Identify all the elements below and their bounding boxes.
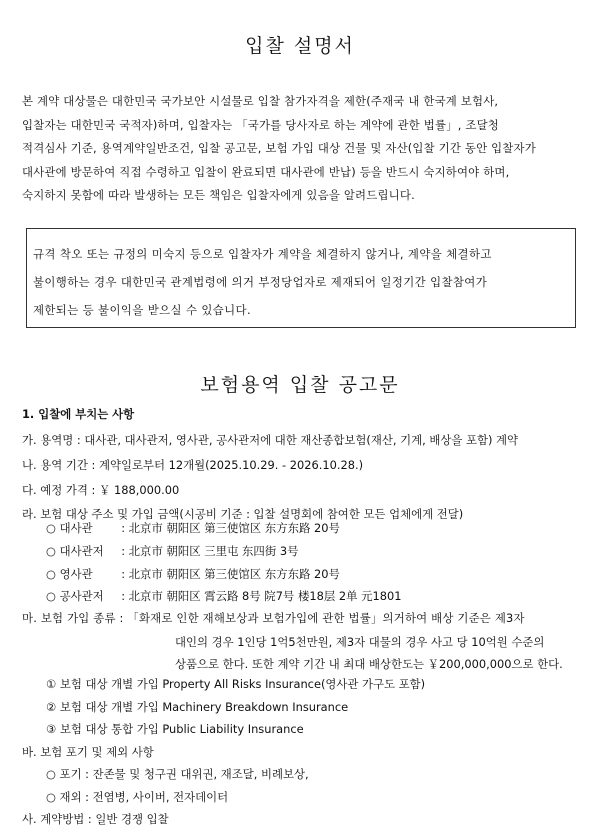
- section-heading: 1. 입찰에 부치는 사항: [22, 407, 135, 421]
- item-da: 다. 예정 가격 : ￥ 188,000.00: [22, 483, 180, 497]
- intro-line: 입찰자는 대한민국 국적자)하며, 입찰자는 「국가를 당사자로 하는 계약에 관한 법률」, 조달청: [22, 117, 499, 132]
- insurance-item: ③ 보험 대상 통합 가입 Public Liability Insurance: [46, 722, 304, 736]
- intro-line: 숙지하지 못함에 따라 발생하는 모든 책임은 입찰자에게 있음을 알려드립니다.: [22, 188, 415, 202]
- notice-line: 제한되는 등 불이익을 받으실 수 있습니다.: [33, 303, 251, 317]
- intro-line: 대사관에 방문하여 직접 수령하고 입찰이 완료되면 대사관에 반납) 등을 반드시 숙지하여야 하며,: [22, 164, 510, 179]
- address-value: : 北京市 朝阳区 第三使馆区 东方东路 20号: [121, 567, 340, 581]
- address-name: 대사관저: [59, 544, 104, 558]
- exclusion-item: ○ 포기 : 잔존물 및 청구권 대위권, 재조달, 비례보상,: [46, 767, 309, 781]
- item-ga: 가. 용역명 : 대사관, 대사관저, 영사관, 공사관저에 대한 재산종합보험(재산, 기계, 배상을 포함) 계약: [22, 433, 519, 447]
- address-row: [46, 586, 401, 606]
- notice-line: 불이행하는 경우 대한민국 관계법령에 의거 부정당업자로 제재되어 일정기간 입찰참여가: [33, 275, 488, 289]
- address-row: [46, 518, 340, 538]
- item-ma-continued: 상품으로 한다. 또한 계약 기간 내 최대 배상한도는 ￥200,000,000으로 한다.: [175, 657, 563, 671]
- notice-line: 규격 착오 또는 규정의 미숙지 등으로 입찰자가 계약을 체결하지 않거나, 계약을 체결하고: [33, 247, 492, 261]
- intro-paragraph: [22, 90, 582, 208]
- bullet-mark: ○: [46, 544, 56, 558]
- insurance-item: ① 보험 대상 개별 가입 Property All Risks Insurance(영사관 가구도 포함): [46, 677, 426, 691]
- item-sa: 사. 계약방법 : 일반 경쟁 입찰: [22, 812, 169, 826]
- address-name: 영사관: [59, 567, 93, 581]
- document-title: 입찰 설명서: [245, 35, 355, 57]
- exclusion-item: ○ 재외 : 전염병, 사이버, 전자데이터: [46, 790, 229, 804]
- insurance-item: ② 보험 대상 개별 가입 Machinery Breakdown Insurance: [46, 700, 349, 714]
- item-na: 나. 용역 기간 : 계약일로부터 12개월(2025.10.29. - 2026.10.28.): [22, 458, 364, 472]
- address-value: : 北京市 朝阳区 第三使馆区 东方东路 20号: [121, 521, 340, 535]
- address-row: [46, 564, 340, 584]
- address-value: : 北京市 朝阳区 三里屯 东四街 3号: [121, 544, 299, 558]
- notice-box: [26, 228, 576, 328]
- address-row: [46, 541, 298, 561]
- address-name: 공사관저: [59, 589, 104, 603]
- item-ma: 마. 보험 가입 종류 : 「화재로 인한 재해보상과 보험가입에 관한 법률」의거하여 배상 기준은 제3자: [22, 611, 525, 625]
- bullet-mark: ○: [46, 589, 56, 603]
- intro-line: 적격심사 기준, 용역계약일반조건, 입찰 공고문, 보험 가입 대상 건물 및 자산(입찰 기간 동안 입찰자가: [22, 141, 536, 155]
- item-ba: 바. 보험 포기 및 제외 사항: [22, 745, 154, 759]
- address-value: : 北京市 朝阳区 霄云路 8号 院7号 楼18层 2单 元1801: [121, 589, 402, 603]
- announcement-title: 보험용역 입찰 공고문: [200, 374, 400, 396]
- item-ma-continued: 대인의 경우 1인당 1억5천만원, 제3자 대물의 경우 사고 당 10억원 수준의: [175, 635, 545, 649]
- address-name: 대사관: [59, 521, 93, 535]
- bullet-mark: ○: [46, 567, 56, 581]
- item-ra: 라. 보험 대상 주소 및 가입 금액(시공비 기준 : 입찰 설명회에 참여한 모든 업체에게 전달): [22, 507, 464, 521]
- intro-line: 본 계약 대상물은 대한민국 국가보안 시설물로 입찰 참가자격을 제한(주재국 내 한국계 보험사,: [22, 94, 499, 108]
- bullet-mark: ○: [46, 521, 56, 535]
